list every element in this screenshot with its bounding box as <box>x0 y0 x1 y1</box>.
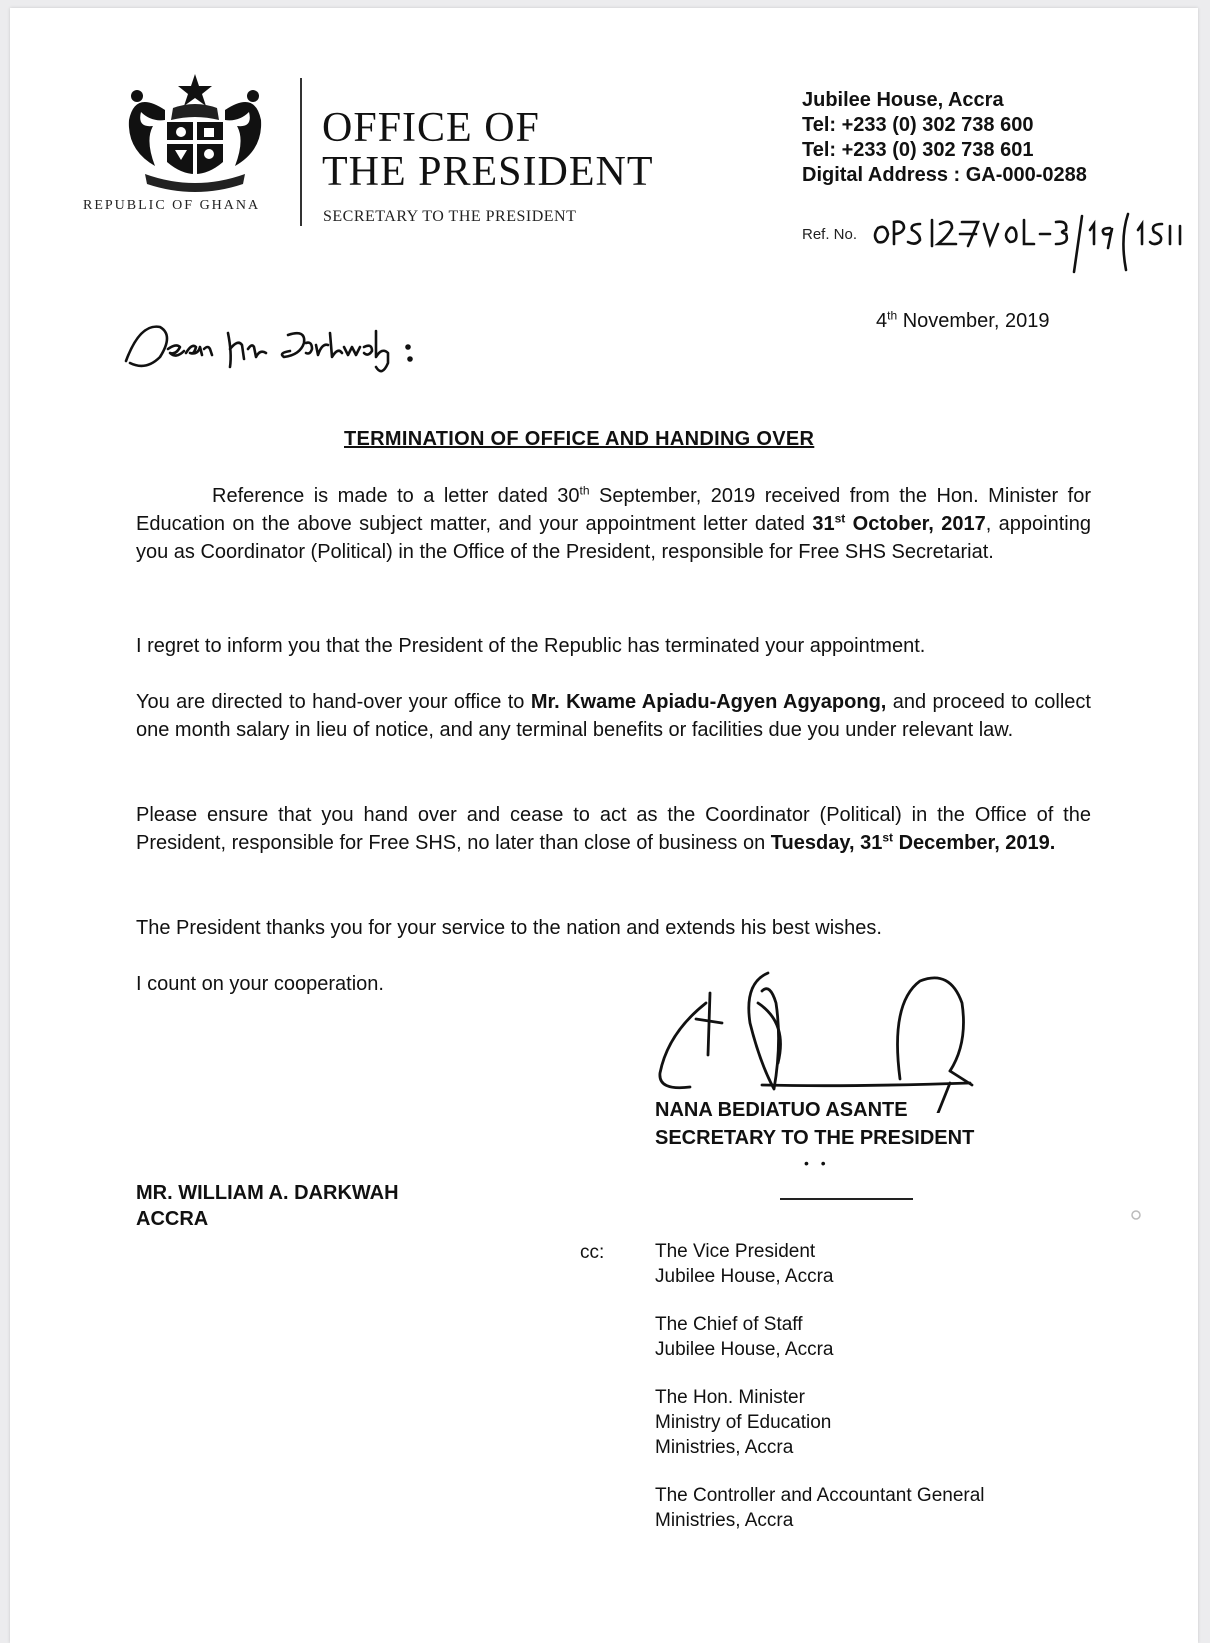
signature-marks: • • <box>804 1155 830 1171</box>
crest-caption: REPUBLIC OF GHANA <box>83 198 261 213</box>
cc-entry-minister-education <box>655 1385 985 1460</box>
paragraph-6: I count on your cooperation. <box>136 973 384 995</box>
recipient-name: MR. WILLIAM A. DARKWAH <box>136 1182 399 1204</box>
letterhead-divider <box>300 78 302 226</box>
p3-bold-name: Mr. Kwame Apiadu-Agyen Agyapong, <box>530 691 887 713</box>
p1-text-a: Reference is made to a letter dated 30 <box>212 485 580 507</box>
cc-entry-vice-president <box>655 1239 985 1289</box>
p1-sup-a: th <box>579 483 590 498</box>
signature-underline <box>780 1198 913 1200</box>
telephone-2: Tel: +233 (0) 302 738 601 <box>802 139 1034 161</box>
cc-entry-line: Ministries, Accra <box>655 1437 794 1458</box>
cc-entry-line: The Vice President <box>655 1241 816 1262</box>
ghana-coat-of-arms-emblem <box>115 70 275 200</box>
cc-entry-line: Jubilee House, Accra <box>655 1339 834 1360</box>
paragraph-3 <box>136 688 1091 744</box>
reference-label: Ref. No. <box>802 226 858 243</box>
office-subtitle: SECRETARY TO THE PRESIDENT <box>323 208 577 225</box>
office-title-line2: THE PRESIDENT <box>322 149 654 195</box>
scan-speck-mark <box>1129 1208 1143 1222</box>
p3-text-c: and proceed to collect one month salary in lieu of notice, and any terminal benefits or facilities due you under relevant law. <box>136 691 1091 741</box>
cc-entry-line: The Controller and Accountant General <box>655 1485 985 1506</box>
date-day: 4 <box>876 310 888 332</box>
cc-entry-line: Ministries, Accra <box>655 1510 794 1531</box>
cc-label: cc: <box>580 1242 605 1263</box>
signatory-title: SECRETARY TO THE PRESIDENT <box>655 1127 975 1149</box>
paragraph-5: The President thanks you for your service to the nation and extends his best wishes. <box>136 917 882 939</box>
recipient-block <box>136 1180 399 1232</box>
address-line: Jubilee House, Accra <box>802 89 1004 111</box>
p1-text-d: , appointing you as Coordinator (Political) in the Office of the President, responsible for Free SHS Secretariat. <box>136 513 1091 563</box>
paragraph-1 <box>136 482 1091 566</box>
p4-bold-date-rest: December, 2019. <box>893 832 1056 854</box>
cc-entry-line: Jubilee House, Accra <box>655 1266 834 1287</box>
cc-entry-line: The Chief of Staff <box>655 1314 803 1335</box>
signatory-name: NANA BEDIATUO ASANTE <box>655 1099 908 1121</box>
recipient-city: ACCRA <box>136 1208 209 1230</box>
office-title <box>322 106 654 194</box>
letter-subject: TERMINATION OF OFFICE AND HANDING OVER <box>344 428 815 450</box>
contact-block <box>802 88 1087 188</box>
p3-text-a: You are directed to hand-over your office to <box>136 691 531 713</box>
p4-text-a: Please ensure that you hand over and cease to act as the Coordinator (Political) in the Office of the President, responsible for Free SHS, no later than close of business on <box>136 804 1091 854</box>
paragraph-4 <box>136 801 1091 857</box>
p1-bold-date-day: 31 <box>812 513 835 535</box>
cc-list <box>655 1239 985 1556</box>
cc-entry-chief-of-staff <box>655 1312 985 1362</box>
cc-entry-line: The Hon. Minister <box>655 1387 805 1408</box>
letter-date <box>876 310 1049 333</box>
p4-sup: st <box>882 830 894 845</box>
telephone-1: Tel: +233 (0) 302 738 600 <box>802 114 1034 136</box>
date-suffix: th <box>887 308 898 323</box>
cc-entry-line: Ministry of Education <box>655 1412 832 1433</box>
signatory-block <box>655 1096 974 1152</box>
handwritten-signature <box>650 963 1010 1113</box>
paragraph-2: I regret to inform you that the President of the Republic has terminated your appointment. <box>136 635 926 657</box>
handwritten-reference-number <box>870 208 1200 278</box>
cc-entry-controller-accountant-general <box>655 1483 985 1533</box>
date-rest: November, 2019 <box>897 310 1050 332</box>
digital-address: Digital Address : GA-000-0288 <box>802 164 1087 186</box>
handwritten-salutation <box>120 313 450 393</box>
p1-bold-date-rest: October, 2017 <box>845 513 986 535</box>
office-title-line1: OFFICE OF <box>322 105 540 151</box>
p1-sup-c: st <box>834 511 846 526</box>
p1-text-b: September, 2019 received from the Hon. Minister for Education on the above subject matter, and your appointment letter dated <box>136 485 1091 535</box>
p4-bold-day: Tuesday, 31 <box>770 832 883 854</box>
letter-page <box>10 8 1198 1643</box>
